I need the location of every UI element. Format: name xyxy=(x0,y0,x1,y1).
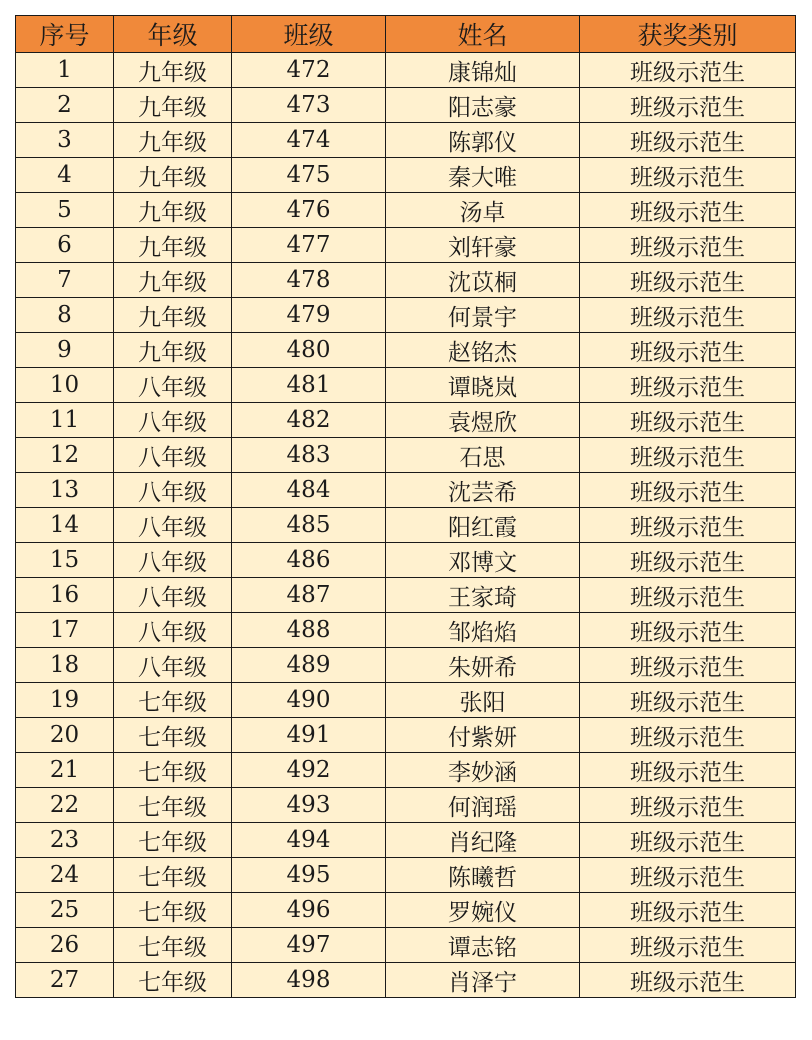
table-row xyxy=(16,788,796,823)
cell-award: 班级示范生 xyxy=(580,788,796,823)
cell-grade: 九年级 xyxy=(114,158,232,193)
cell-no: 16 xyxy=(16,578,114,613)
cell-grade: 八年级 xyxy=(114,648,232,683)
cell-grade: 九年级 xyxy=(114,193,232,228)
cell-no: 17 xyxy=(16,613,114,648)
cell-award: 班级示范生 xyxy=(580,123,796,158)
cell-no: 10 xyxy=(16,368,114,403)
table-row xyxy=(16,543,796,578)
cell-no: 19 xyxy=(16,683,114,718)
cell-name: 何润瑶 xyxy=(386,788,580,823)
cell-award: 班级示范生 xyxy=(580,543,796,578)
cell-award: 班级示范生 xyxy=(580,368,796,403)
cell-grade: 七年级 xyxy=(114,928,232,963)
cell-class: 488 xyxy=(232,613,386,648)
cell-class: 492 xyxy=(232,753,386,788)
cell-no: 5 xyxy=(16,193,114,228)
cell-no: 3 xyxy=(16,123,114,158)
cell-no: 11 xyxy=(16,403,114,438)
table-row xyxy=(16,438,796,473)
cell-no: 12 xyxy=(16,438,114,473)
cell-class: 485 xyxy=(232,508,386,543)
cell-class: 486 xyxy=(232,543,386,578)
cell-no: 7 xyxy=(16,263,114,298)
cell-award: 班级示范生 xyxy=(580,263,796,298)
cell-class: 479 xyxy=(232,298,386,333)
table-row xyxy=(16,928,796,963)
cell-grade: 九年级 xyxy=(114,228,232,263)
cell-class: 494 xyxy=(232,823,386,858)
cell-class: 474 xyxy=(232,123,386,158)
cell-name: 刘轩豪 xyxy=(386,228,580,263)
cell-class: 497 xyxy=(232,928,386,963)
table-row xyxy=(16,88,796,123)
cell-class: 478 xyxy=(232,263,386,298)
table-row xyxy=(16,193,796,228)
cell-name: 张阳 xyxy=(386,683,580,718)
cell-award: 班级示范生 xyxy=(580,158,796,193)
table-row xyxy=(16,858,796,893)
table-row xyxy=(16,228,796,263)
cell-class: 482 xyxy=(232,403,386,438)
cell-grade: 七年级 xyxy=(114,683,232,718)
cell-award: 班级示范生 xyxy=(580,858,796,893)
cell-grade: 八年级 xyxy=(114,613,232,648)
cell-no: 8 xyxy=(16,298,114,333)
cell-no: 20 xyxy=(16,718,114,753)
table-header xyxy=(16,16,796,53)
table-body xyxy=(16,53,796,998)
table-row xyxy=(16,158,796,193)
cell-grade: 八年级 xyxy=(114,508,232,543)
cell-grade: 七年级 xyxy=(114,858,232,893)
cell-class: 473 xyxy=(232,88,386,123)
cell-name: 李妙涵 xyxy=(386,753,580,788)
cell-award: 班级示范生 xyxy=(580,683,796,718)
cell-award: 班级示范生 xyxy=(580,193,796,228)
table-row xyxy=(16,473,796,508)
cell-grade: 九年级 xyxy=(114,298,232,333)
cell-grade: 八年级 xyxy=(114,438,232,473)
cell-grade: 七年级 xyxy=(114,823,232,858)
cell-class: 472 xyxy=(232,53,386,88)
cell-award: 班级示范生 xyxy=(580,648,796,683)
table-row xyxy=(16,683,796,718)
cell-award: 班级示范生 xyxy=(580,53,796,88)
cell-no: 9 xyxy=(16,333,114,368)
cell-class: 493 xyxy=(232,788,386,823)
cell-class: 487 xyxy=(232,578,386,613)
cell-no: 14 xyxy=(16,508,114,543)
cell-class: 483 xyxy=(232,438,386,473)
cell-class: 484 xyxy=(232,473,386,508)
cell-grade: 八年级 xyxy=(114,403,232,438)
cell-class: 480 xyxy=(232,333,386,368)
cell-name: 邓博文 xyxy=(386,543,580,578)
cell-name: 肖纪隆 xyxy=(386,823,580,858)
cell-award: 班级示范生 xyxy=(580,963,796,998)
cell-no: 2 xyxy=(16,88,114,123)
cell-class: 496 xyxy=(232,893,386,928)
cell-name: 付紫妍 xyxy=(386,718,580,753)
cell-grade: 九年级 xyxy=(114,123,232,158)
cell-name: 谭晓岚 xyxy=(386,368,580,403)
table-row xyxy=(16,613,796,648)
table-row xyxy=(16,578,796,613)
cell-grade: 九年级 xyxy=(114,263,232,298)
table-row xyxy=(16,823,796,858)
cell-no: 27 xyxy=(16,963,114,998)
cell-grade: 七年级 xyxy=(114,718,232,753)
cell-award: 班级示范生 xyxy=(580,298,796,333)
cell-no: 22 xyxy=(16,788,114,823)
cell-award: 班级示范生 xyxy=(580,508,796,543)
header-class: 班级 xyxy=(232,16,386,53)
cell-award: 班级示范生 xyxy=(580,403,796,438)
cell-class: 490 xyxy=(232,683,386,718)
cell-name: 秦大唯 xyxy=(386,158,580,193)
cell-award: 班级示范生 xyxy=(580,718,796,753)
table-row xyxy=(16,298,796,333)
cell-grade: 九年级 xyxy=(114,88,232,123)
cell-award: 班级示范生 xyxy=(580,893,796,928)
cell-name: 赵铭杰 xyxy=(386,333,580,368)
cell-name: 罗婉仪 xyxy=(386,893,580,928)
cell-grade: 八年级 xyxy=(114,473,232,508)
cell-name: 沈苡桐 xyxy=(386,263,580,298)
cell-class: 475 xyxy=(232,158,386,193)
cell-no: 24 xyxy=(16,858,114,893)
table-row xyxy=(16,718,796,753)
cell-class: 491 xyxy=(232,718,386,753)
header-row xyxy=(16,16,796,53)
header-grade: 年级 xyxy=(114,16,232,53)
cell-award: 班级示范生 xyxy=(580,613,796,648)
cell-no: 25 xyxy=(16,893,114,928)
cell-name: 沈芸希 xyxy=(386,473,580,508)
cell-name: 王家琦 xyxy=(386,578,580,613)
cell-award: 班级示范生 xyxy=(580,753,796,788)
table-row xyxy=(16,753,796,788)
cell-no: 13 xyxy=(16,473,114,508)
cell-award: 班级示范生 xyxy=(580,578,796,613)
table-row xyxy=(16,893,796,928)
cell-name: 谭志铭 xyxy=(386,928,580,963)
cell-no: 1 xyxy=(16,53,114,88)
cell-name: 邹焰焰 xyxy=(386,613,580,648)
cell-award: 班级示范生 xyxy=(580,473,796,508)
table-row xyxy=(16,333,796,368)
cell-grade: 八年级 xyxy=(114,578,232,613)
cell-no: 23 xyxy=(16,823,114,858)
header-no: 序号 xyxy=(16,16,114,53)
cell-award: 班级示范生 xyxy=(580,333,796,368)
cell-name: 陈曦哲 xyxy=(386,858,580,893)
cell-grade: 九年级 xyxy=(114,53,232,88)
cell-name: 何景宇 xyxy=(386,298,580,333)
cell-class: 476 xyxy=(232,193,386,228)
table-row xyxy=(16,508,796,543)
cell-grade: 七年级 xyxy=(114,893,232,928)
cell-name: 肖泽宁 xyxy=(386,963,580,998)
table-row xyxy=(16,263,796,298)
cell-name: 汤卓 xyxy=(386,193,580,228)
cell-award: 班级示范生 xyxy=(580,823,796,858)
table-row xyxy=(16,648,796,683)
cell-grade: 八年级 xyxy=(114,368,232,403)
cell-name: 朱妍希 xyxy=(386,648,580,683)
cell-no: 26 xyxy=(16,928,114,963)
cell-class: 489 xyxy=(232,648,386,683)
cell-name: 石思 xyxy=(386,438,580,473)
table-row xyxy=(16,123,796,158)
cell-no: 4 xyxy=(16,158,114,193)
table-row xyxy=(16,53,796,88)
cell-class: 495 xyxy=(232,858,386,893)
award-table xyxy=(15,15,796,998)
cell-no: 6 xyxy=(16,228,114,263)
cell-no: 21 xyxy=(16,753,114,788)
cell-class: 498 xyxy=(232,963,386,998)
cell-award: 班级示范生 xyxy=(580,928,796,963)
table-row xyxy=(16,403,796,438)
header-award: 获奖类别 xyxy=(580,16,796,53)
cell-no: 18 xyxy=(16,648,114,683)
cell-award: 班级示范生 xyxy=(580,438,796,473)
cell-name: 阳红霞 xyxy=(386,508,580,543)
table-row xyxy=(16,368,796,403)
cell-grade: 七年级 xyxy=(114,963,232,998)
cell-award: 班级示范生 xyxy=(580,88,796,123)
cell-class: 481 xyxy=(232,368,386,403)
cell-name: 陈郭仪 xyxy=(386,123,580,158)
cell-grade: 七年级 xyxy=(114,788,232,823)
cell-grade: 七年级 xyxy=(114,753,232,788)
cell-class: 477 xyxy=(232,228,386,263)
cell-award: 班级示范生 xyxy=(580,228,796,263)
cell-name: 阳志豪 xyxy=(386,88,580,123)
cell-grade: 九年级 xyxy=(114,333,232,368)
cell-name: 康锦灿 xyxy=(386,53,580,88)
cell-grade: 八年级 xyxy=(114,543,232,578)
cell-no: 15 xyxy=(16,543,114,578)
cell-name: 袁煜欣 xyxy=(386,403,580,438)
header-name: 姓名 xyxy=(386,16,580,53)
table-row xyxy=(16,963,796,998)
